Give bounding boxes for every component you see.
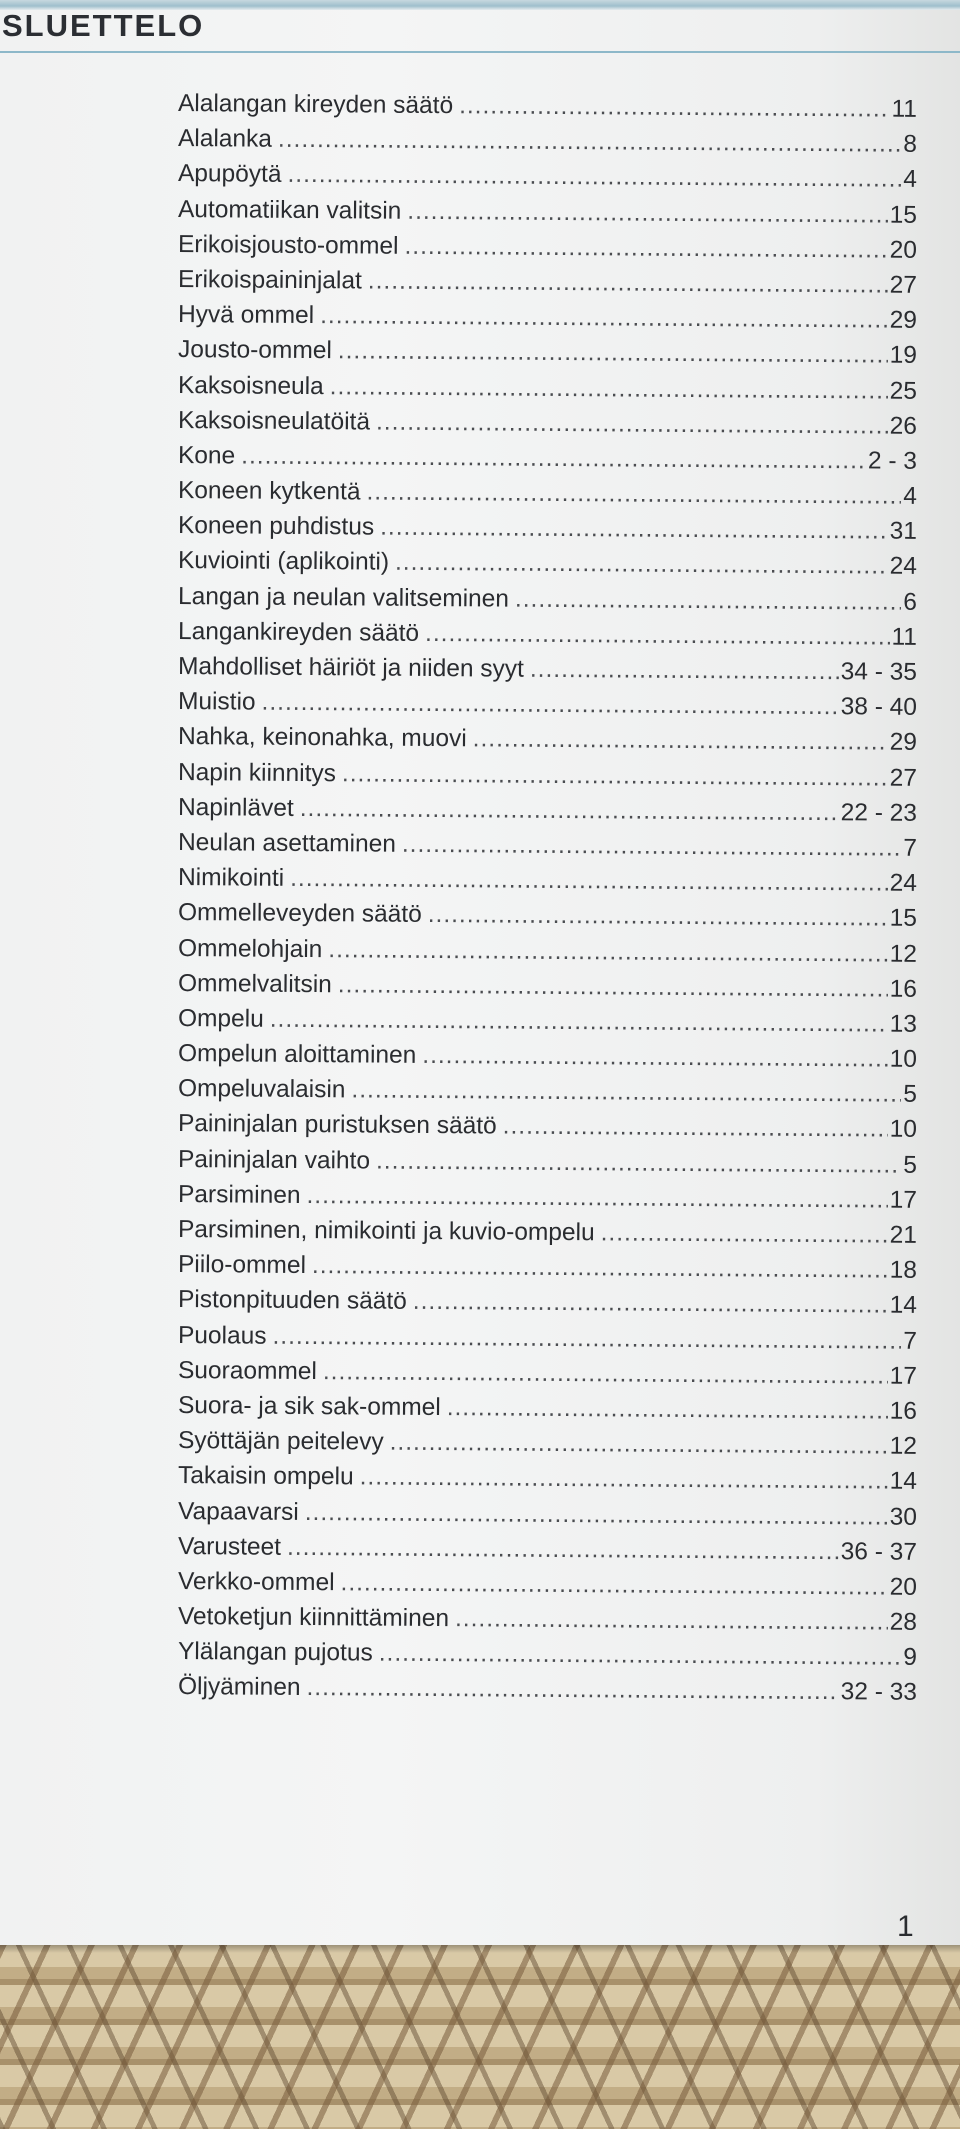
entry-term: Paininjalan puristuksen säätö (177, 1110, 497, 1140)
index-entry (178, 403, 917, 444)
entry-page-number: 24 (889, 553, 918, 581)
entry-page-number: 13 (889, 1010, 918, 1038)
dot-leader (395, 545, 888, 584)
dot-leader (328, 932, 888, 972)
entry-page-number: 22 - 23 (840, 798, 918, 827)
dot-leader (287, 157, 901, 197)
dot-leader (312, 1248, 888, 1288)
entry-page-number: 15 (889, 201, 918, 229)
entry-term: Nimikointi (177, 864, 285, 892)
entry-term: Mahdolliset häiriöt ja niiden syyt (177, 653, 525, 683)
wicker-basket-background (0, 1945, 960, 2129)
entry-term: Napinlävet (177, 793, 294, 822)
dot-leader (380, 510, 888, 549)
entry-page-number: 26 (889, 412, 918, 440)
index-entry (178, 192, 917, 233)
entry-page-number: 4 (903, 166, 918, 194)
dot-leader (241, 438, 866, 478)
dot-leader (447, 1390, 888, 1429)
index-entry (178, 1669, 917, 1710)
entry-term: Ylälangan pujotus (177, 1638, 373, 1667)
dot-leader (376, 404, 888, 443)
entry-page-number: 5 (903, 1151, 918, 1179)
section-title: SLUETTELO (2, 8, 205, 43)
index-entry (178, 649, 917, 690)
entry-page-number: 12 (889, 1432, 918, 1460)
entry-term: Varusteet (177, 1532, 282, 1561)
dot-leader (376, 1143, 902, 1182)
dot-leader (413, 1284, 888, 1323)
dot-leader (503, 1109, 888, 1147)
index-entry (178, 1494, 917, 1535)
dot-leader (455, 1601, 888, 1640)
index-entry (178, 1458, 917, 1499)
index-entry (178, 1282, 917, 1323)
dot-leader (366, 475, 901, 514)
dot-leader (278, 122, 902, 162)
entry-page-number: 28 (889, 1608, 918, 1636)
dot-leader (402, 827, 902, 866)
dot-leader (290, 861, 888, 901)
dot-leader (323, 1354, 888, 1394)
dot-leader (407, 193, 888, 232)
dot-leader (338, 967, 888, 1007)
entry-page-number: 20 (889, 236, 918, 264)
dot-leader (287, 1530, 839, 1570)
entry-page-number: 15 (889, 904, 918, 933)
entry-term: Hyvä ommel (177, 301, 315, 330)
entry-term: Apupöytä (177, 160, 282, 189)
entry-term: Automatiikan valitsin (177, 195, 402, 225)
dot-leader (272, 1318, 901, 1358)
entry-term: Koneen kytkentä (177, 477, 361, 506)
entry-term: Langankireyden säätö (177, 617, 420, 647)
entry-term: Kaksoisneulatöitä (177, 406, 371, 436)
entry-page-number: 29 (889, 728, 918, 757)
entry-term: Koneen puhdistus (177, 512, 375, 541)
entry-term: Alalangan kireyden säätö (177, 90, 454, 120)
dot-leader (360, 1460, 888, 1499)
entry-term: Piilo-ommel (177, 1251, 307, 1280)
entry-page-number: 27 (889, 271, 918, 299)
entry-term: Ompelun aloittaminen (177, 1040, 417, 1069)
index-list (178, 86, 917, 1705)
entry-page-number: 27 (889, 764, 918, 792)
index-entry (178, 1529, 917, 1570)
index-entry (178, 543, 917, 584)
entry-page-number: 16 (889, 975, 918, 1003)
entry-term: Takaisin ompelu (177, 1462, 354, 1491)
entry-page-number: 30 (889, 1503, 918, 1531)
dot-leader (422, 1038, 888, 1077)
entry-page-number: 7 (903, 834, 918, 862)
entry-term: Erikoispaininjalat (177, 265, 362, 295)
entry-term: Erikoisjousto-ommel (177, 230, 399, 260)
entry-term: Alalanka (177, 125, 273, 153)
page-edge-shadow (0, 1945, 960, 1953)
dot-leader (425, 616, 890, 655)
entry-term: Verkko-ommel (177, 1567, 335, 1597)
dot-leader (379, 1636, 902, 1675)
dot-leader (338, 334, 888, 374)
index-entry (178, 1212, 917, 1253)
entry-page-number: 38 - 40 (840, 693, 918, 721)
entry-page-number: 32 - 33 (840, 1678, 918, 1707)
entry-page-number: 14 (889, 1291, 918, 1320)
dot-leader (530, 652, 839, 690)
dot-leader (601, 1215, 888, 1252)
entry-page-number: 8 (903, 130, 918, 158)
entry-term: Napin kiinnitys (177, 758, 337, 787)
dot-leader (473, 722, 888, 760)
entry-page-number: 16 (889, 1397, 918, 1425)
index-entry (178, 262, 917, 303)
dot-leader (306, 1178, 887, 1218)
entry-page-number: 9 (903, 1643, 918, 1672)
entry-page-number: 2 - 3 (867, 447, 918, 475)
entry-page-number: 17 (889, 1186, 918, 1214)
index-entry (178, 1177, 917, 1218)
entry-page-number: 24 (889, 869, 918, 897)
index-entry (178, 931, 917, 972)
entry-page-number: 10 (889, 1116, 918, 1144)
dot-leader (428, 897, 888, 936)
entry-term: Ommelleveyden säätö (177, 899, 422, 929)
dot-leader (351, 1073, 901, 1113)
entry-term: Ommelvalitsin (177, 969, 332, 998)
entry-page-number: 36 - 37 (840, 1537, 918, 1566)
index-entry (178, 719, 917, 760)
header-divider (0, 51, 960, 53)
entry-page-number: 14 (889, 1467, 918, 1496)
index-entry (178, 579, 917, 620)
entry-term: Öljyäminen (177, 1673, 301, 1702)
entry-term: Paininjalan vaihto (177, 1145, 371, 1175)
dot-leader (515, 581, 902, 619)
index-entry (178, 1106, 917, 1147)
entry-page-number: 17 (889, 1362, 918, 1390)
index-entry (178, 825, 917, 866)
dot-leader (404, 229, 887, 268)
entry-term: Neulan asettaminen (177, 828, 397, 858)
entry-page-number: 21 (889, 1221, 918, 1249)
entry-term: Parsiminen, nimikointi ja kuvio-ompelu (177, 1216, 595, 1247)
entry-term: Ompeluvalaisin (177, 1075, 346, 1104)
entry-term: Vapaavarsi (177, 1497, 299, 1526)
entry-term: Kone (177, 441, 236, 470)
dot-leader (340, 1565, 887, 1604)
entry-page-number: 10 (889, 1045, 918, 1073)
dot-leader (368, 263, 888, 302)
entry-page-number: 19 (889, 341, 918, 370)
entry-term: Muistio (177, 688, 256, 716)
entry-page-number: 25 (889, 377, 918, 405)
dot-leader (306, 1670, 838, 1709)
entry-term: Jousto-ommel (177, 336, 332, 365)
index-entry (178, 966, 917, 1007)
entry-page-number: 12 (889, 940, 918, 968)
index-entry (178, 614, 917, 655)
entry-page-number: 29 (889, 306, 918, 334)
entry-term: Pistonpituuden säätö (177, 1286, 407, 1316)
entry-term: Suoraommel (177, 1356, 317, 1385)
entry-page-number: 5 (903, 1080, 918, 1109)
entry-page-number: 34 - 35 (840, 658, 918, 686)
entry-term: Vetoketjun kiinnittäminen (177, 1603, 450, 1633)
entry-term: Suora- ja sik sak-ommel (177, 1391, 441, 1422)
index-entry (178, 1388, 917, 1429)
entry-page-number: 11 (891, 95, 918, 123)
dot-leader (300, 791, 839, 830)
index-entry (178, 227, 917, 268)
index-entry (178, 1318, 917, 1359)
index-entry (178, 755, 917, 796)
dot-leader (270, 1002, 888, 1042)
dot-leader (330, 369, 888, 409)
index-entry (178, 1142, 917, 1183)
entry-term: Ompelu (177, 1004, 264, 1033)
index-entry (178, 86, 917, 127)
entry-page-number: 20 (889, 1573, 918, 1601)
index-entry (178, 1564, 917, 1605)
page-number: 1 (897, 1910, 914, 1943)
index-entry (178, 790, 917, 831)
dot-leader (459, 88, 890, 127)
dot-leader (261, 685, 838, 725)
dot-leader (305, 1494, 888, 1534)
index-entry (178, 438, 917, 479)
index-entry (178, 156, 917, 197)
entry-term: Langan ja neulan valitseminen (177, 582, 510, 613)
index-entry (178, 895, 917, 936)
entry-page-number: 11 (891, 623, 918, 651)
entry-term: Parsiminen (177, 1180, 301, 1209)
entry-term: Kuviointi (aplikointi) (177, 547, 390, 577)
entry-term: Nahka, keinonahka, muovi (177, 723, 467, 753)
entry-term: Syöttäjän peitelevy (177, 1427, 384, 1456)
index-entry (178, 368, 917, 409)
entry-term: Puolaus (177, 1321, 267, 1350)
dot-leader (320, 298, 888, 338)
entry-page-number: 18 (889, 1256, 918, 1284)
index-entry (178, 332, 917, 373)
entry-page-number: 4 (903, 482, 918, 510)
dot-leader (342, 756, 888, 795)
entry-term: Kaksoisneula (177, 371, 324, 400)
entry-term: Ommelohjain (177, 934, 323, 963)
entry-page-number: 6 (903, 588, 918, 616)
dot-leader (390, 1425, 888, 1464)
entry-page-number: 7 (903, 1327, 918, 1355)
index-entry (178, 1001, 917, 1042)
entry-page-number: 31 (889, 517, 918, 546)
index-entry (178, 1353, 917, 1394)
